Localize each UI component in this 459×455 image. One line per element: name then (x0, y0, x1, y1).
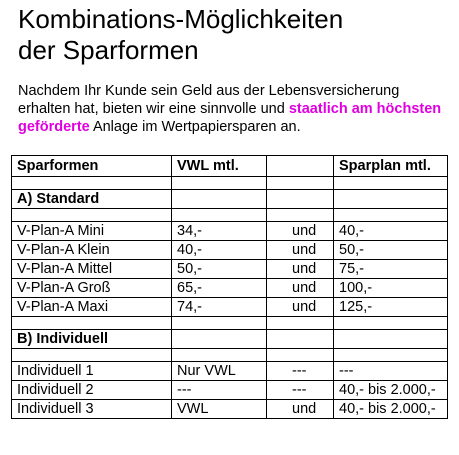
table-row (12, 400, 448, 419)
page-title (18, 4, 343, 66)
spacer-row (12, 177, 448, 190)
empty-cell (12, 209, 172, 222)
sparplan-cell: 50,- (334, 241, 448, 260)
section-title: A) Standard (12, 190, 172, 209)
table-row (12, 241, 448, 260)
vwl-cell: --- (172, 381, 267, 400)
table-row (12, 279, 448, 298)
empty-cell (172, 177, 267, 190)
table-row (12, 298, 448, 317)
connector-cell: und (267, 279, 334, 298)
section-title-row (12, 190, 448, 209)
intro-text-end: Anlage im Wertpapiersparen an. (89, 119, 301, 135)
intro-text-start: Nachdem Ihr Kunde sein Geld aus der Lebensversicherung erhalten hat, bieten wir eine sinnvolle und (18, 83, 400, 117)
empty-cell (334, 190, 448, 209)
header-cell: VWL mtl. (172, 156, 267, 177)
empty-cell (172, 317, 267, 330)
table-row (12, 260, 448, 279)
connector-cell: und (267, 298, 334, 317)
connector-cell: und (267, 260, 334, 279)
section-title-row (12, 330, 448, 349)
plan-name-cell: V-Plan-A Klein (12, 241, 172, 260)
intro-paragraph (18, 82, 450, 136)
vwl-cell: 74,- (172, 298, 267, 317)
table-row (12, 362, 448, 381)
vwl-cell: 34,- (172, 222, 267, 241)
sparformen-table (11, 155, 448, 419)
plan-name-cell: Individuell 2 (12, 381, 172, 400)
plan-name-cell: Individuell 1 (12, 362, 172, 381)
spacer-row (12, 209, 448, 222)
vwl-cell: VWL (172, 400, 267, 419)
empty-cell (12, 317, 172, 330)
table-row (12, 222, 448, 241)
header-cell (267, 156, 334, 177)
empty-cell (12, 177, 172, 190)
sparplan-cell: 40,- bis 2.000,- (334, 400, 448, 419)
table-header-row (12, 156, 448, 177)
header-cell: Sparformen (12, 156, 172, 177)
empty-cell (334, 317, 448, 330)
connector-cell: und (267, 400, 334, 419)
empty-cell (267, 177, 334, 190)
connector-cell: und (267, 222, 334, 241)
table-row (12, 381, 448, 400)
table-body (12, 156, 448, 419)
empty-cell (12, 349, 172, 362)
vwl-cell: 50,- (172, 260, 267, 279)
header-cell: Sparplan mtl. (334, 156, 448, 177)
plan-name-cell: V-Plan-A Mini (12, 222, 172, 241)
plan-name-cell: V-Plan-A Mittel (12, 260, 172, 279)
spacer-row (12, 349, 448, 362)
sparplan-cell: 40,- bis 2.000,- (334, 381, 448, 400)
sparplan-cell: --- (334, 362, 448, 381)
empty-cell (334, 209, 448, 222)
empty-cell (172, 190, 267, 209)
sparplan-cell: 100,- (334, 279, 448, 298)
empty-cell (172, 330, 267, 349)
plan-name-cell: V-Plan-A Groß (12, 279, 172, 298)
plan-name-cell: V-Plan-A Maxi (12, 298, 172, 317)
empty-cell (267, 330, 334, 349)
empty-cell (267, 209, 334, 222)
spacer-row (12, 317, 448, 330)
empty-cell (172, 349, 267, 362)
empty-cell (267, 190, 334, 209)
connector-cell: --- (267, 362, 334, 381)
plan-name-cell: Individuell 3 (12, 400, 172, 419)
title-line-1: Kombinations-Möglichkeiten (18, 4, 344, 34)
connector-cell: --- (267, 381, 334, 400)
intro-highlight: staatlich am höchsten geförderte (18, 101, 442, 135)
section-title: B) Individuell (12, 330, 172, 349)
vwl-cell: 40,- (172, 241, 267, 260)
sparplan-cell: 40,- (334, 222, 448, 241)
title-line-2: der Sparformen (18, 35, 199, 65)
empty-cell (267, 317, 334, 330)
empty-cell (334, 177, 448, 190)
vwl-cell: 65,- (172, 279, 267, 298)
connector-cell: und (267, 241, 334, 260)
empty-cell (334, 330, 448, 349)
empty-cell (334, 349, 448, 362)
empty-cell (172, 209, 267, 222)
vwl-cell: Nur VWL (172, 362, 267, 381)
empty-cell (267, 349, 334, 362)
sparplan-cell: 75,- (334, 260, 448, 279)
sparplan-cell: 125,- (334, 298, 448, 317)
